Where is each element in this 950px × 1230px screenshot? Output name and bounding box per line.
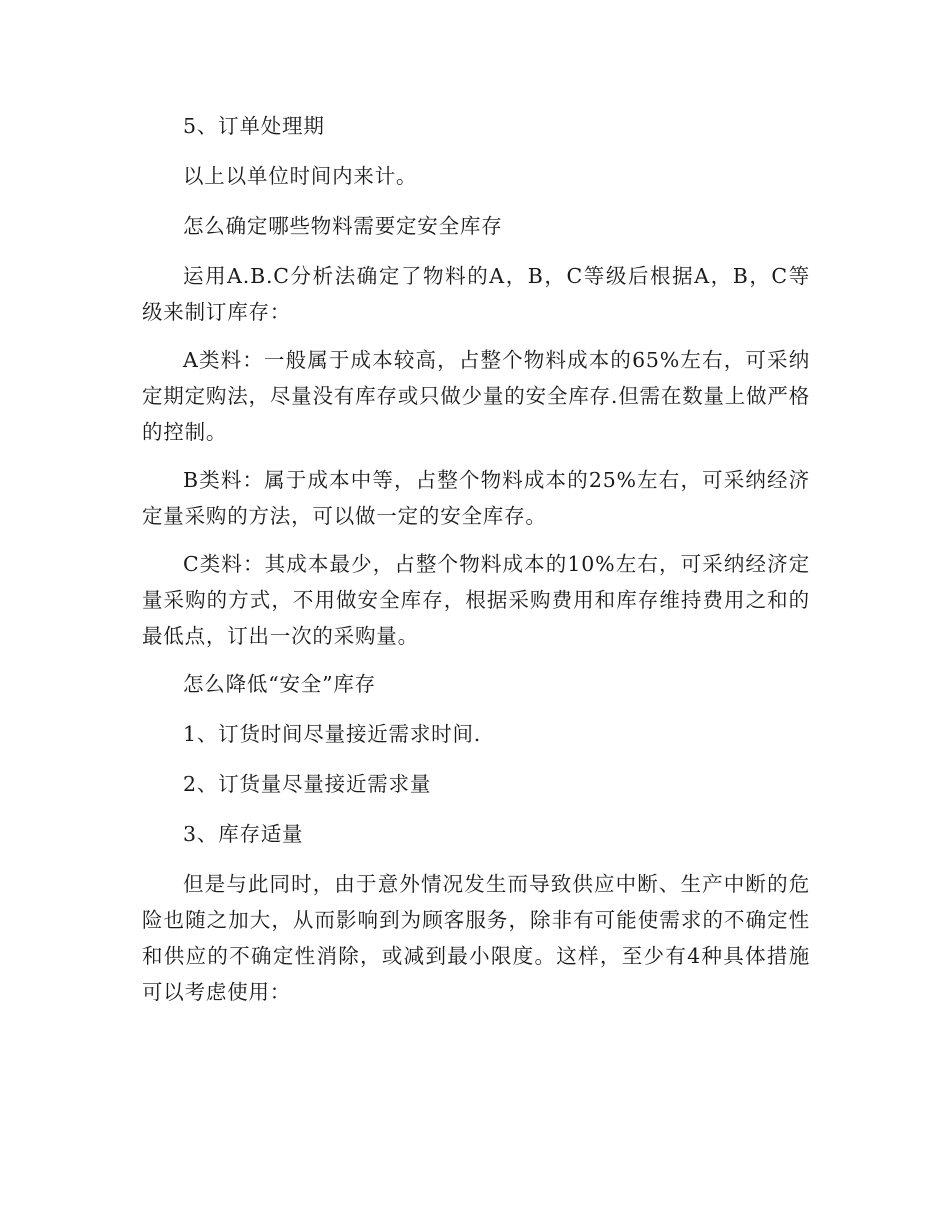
list-item-order-time: 1、订货时间尽量接近需求时间. [183,722,482,746]
list-item-order-quantity: 2、订货量尽量接近需求量 [183,772,432,796]
document-body [142,108,810,1022]
paragraph-class-a: A类料：一般属于成本较高，占整个物料成本的65%左右，可采纳定期定购法，尽量没有库存或只做少量的安全库存.但需在数量上做严格的控制。 [142,348,810,444]
list-item-stock-moderate: 3、库存适量 [183,822,304,846]
paragraph-order-processing: 5、订单处理期 [183,114,325,138]
paragraph-risk-measures: 但是与此同时，由于意外情况发生而导致供应中断、生产中断的危险也随之加大，从而影响到为顾客服务，除非有可能使需求的不确定性和供应的不确定性消除，或减到最小限度。这样，至少有4种具体措施可以考虑使用： [142,872,810,1004]
paragraph-class-b: B类料：属于成本中等，占整个物料成本的25%左右，可采纳经济定量采购的方法，可以做一定的安全库存。 [142,468,810,528]
paragraph-abc-analysis: 运用A.B.C分析法确定了物料的A，B，C等级后根据A，B，C等级来制订库存： [142,264,810,324]
paragraph-unit-time-note: 以上以单位时间内来计。 [183,164,418,188]
heading-reduce-safety-stock: 怎么降低“安全”库存 [183,672,376,696]
heading-which-materials-safety-stock: 怎么确定哪些物料需要定安全库存 [183,214,503,238]
paragraph-class-c: C类料：其成本最少，占整个物料成本的10%左右，可采纳经济定量采购的方式，不用做安全库存，根据采购费用和库存维持费用之和的最低点，订出一次的采购量。 [142,552,810,648]
